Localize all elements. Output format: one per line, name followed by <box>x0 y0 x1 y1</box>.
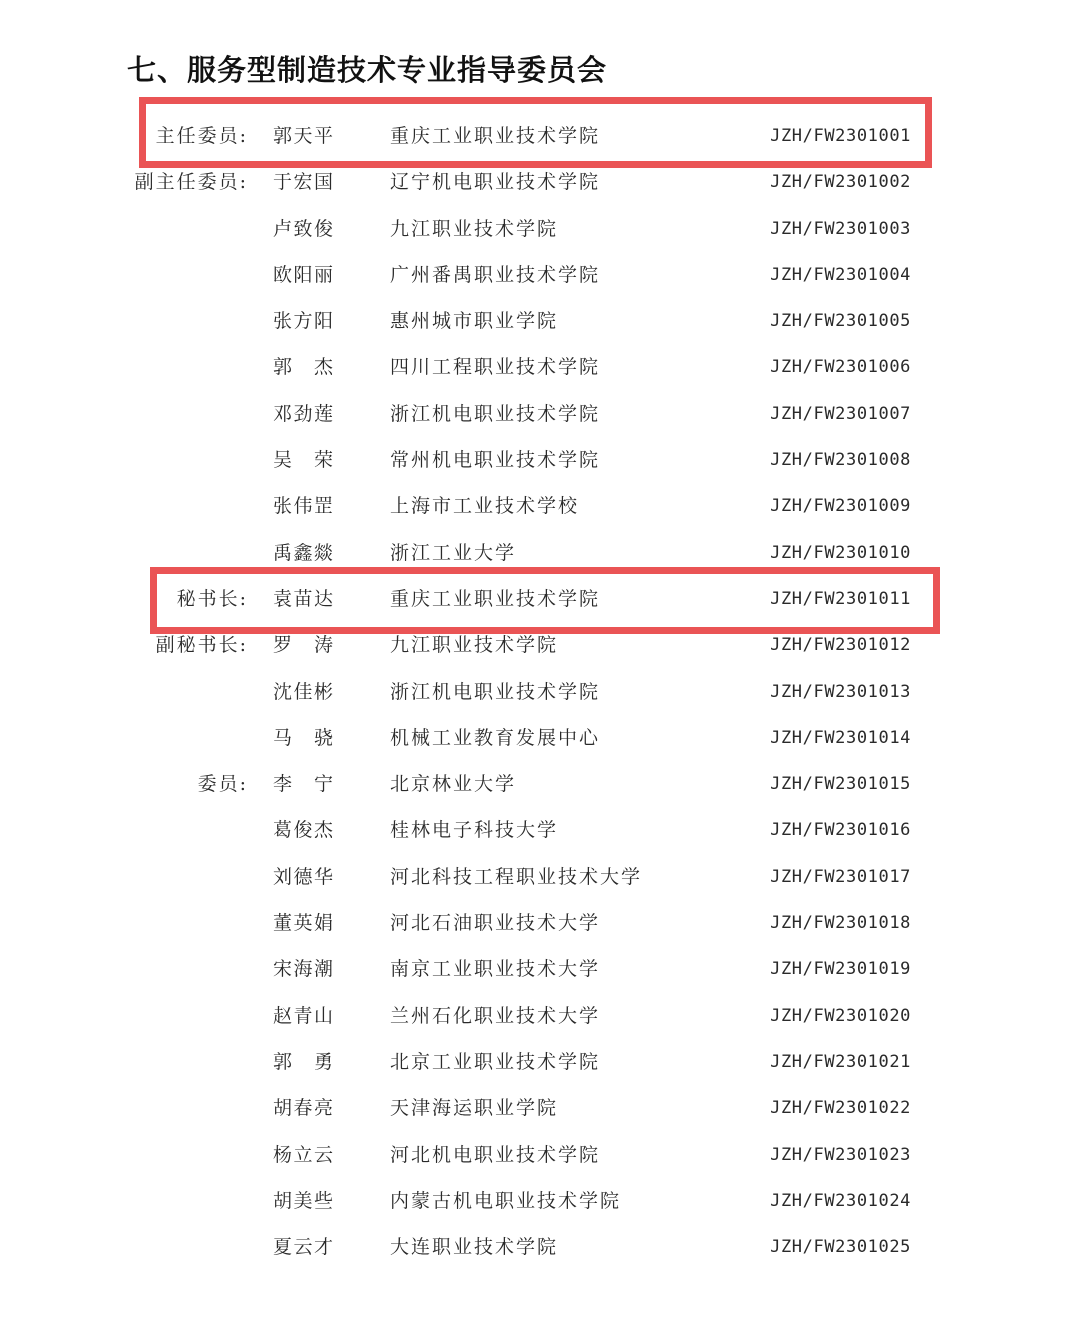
member-organization: 惠州城市职业学院 <box>390 310 559 333</box>
member-row <box>0 669 1071 715</box>
member-row <box>0 715 1071 761</box>
member-row <box>0 483 1071 529</box>
member-list <box>0 113 1071 1270</box>
member-row <box>0 761 1071 807</box>
member-name: 宋海潮 <box>273 958 333 981</box>
member-code: JZH/FW2301018 <box>770 913 911 934</box>
member-code: JZH/FW2301005 <box>770 311 911 332</box>
member-organization: 南京工业职业技术大学 <box>390 958 601 981</box>
member-organization: 广州番禺职业技术学院 <box>390 263 601 286</box>
page-title: 七、服务型制造技术专业指导委员会 <box>127 53 608 87</box>
member-organization: 辽宁机电职业技术学院 <box>390 171 601 194</box>
member-code: JZH/FW2301011 <box>770 588 911 609</box>
member-row <box>0 298 1071 344</box>
member-code: JZH/FW2301002 <box>770 172 911 193</box>
member-row <box>0 206 1071 252</box>
member-code: JZH/FW2301003 <box>770 218 911 239</box>
member-row <box>0 1039 1071 1085</box>
member-organization: 常州机电职业技术学院 <box>390 449 601 472</box>
member-organization: 天津海运职业学院 <box>390 1097 559 1120</box>
member-organization: 重庆工业职业技术学院 <box>390 125 601 147</box>
member-name: 胡美些 <box>273 1189 333 1212</box>
member-code: JZH/FW2301019 <box>770 959 911 980</box>
member-code: JZH/FW2301007 <box>770 403 911 424</box>
member-code: JZH/FW2301024 <box>770 1190 911 1211</box>
member-code: JZH/FW2301020 <box>770 1005 911 1026</box>
member-organization: 浙江机电职业技术学院 <box>390 402 601 425</box>
member-role: 主任委员: <box>155 125 248 147</box>
member-name: 郭天平 <box>273 125 333 147</box>
member-row <box>0 622 1071 668</box>
member-organization: 兰州石化职业技术大学 <box>390 1004 601 1027</box>
member-role: 委员: <box>197 773 248 796</box>
member-row <box>0 854 1071 900</box>
member-code: JZH/FW2301017 <box>770 866 911 887</box>
member-name: 赵青山 <box>273 1004 333 1027</box>
member-code: JZH/FW2301006 <box>770 357 911 378</box>
member-organization: 大连职业技术学院 <box>390 1236 559 1259</box>
member-code: JZH/FW2301012 <box>770 635 911 656</box>
member-name: 杨立云 <box>273 1143 333 1166</box>
member-name: 郭 勇 <box>273 1050 333 1073</box>
member-organization: 浙江工业大学 <box>390 541 517 564</box>
member-code: JZH/FW2301015 <box>770 774 911 795</box>
member-row <box>0 252 1071 298</box>
member-code: JZH/FW2301023 <box>770 1144 911 1165</box>
member-code: JZH/FW2301001 <box>770 126 911 146</box>
member-row <box>0 900 1071 946</box>
member-name: 沈佳彬 <box>273 680 333 703</box>
member-organization: 机械工业教育发展中心 <box>390 726 601 749</box>
member-code: JZH/FW2301008 <box>770 450 911 471</box>
member-row <box>0 113 1071 159</box>
member-organization: 九江职业技术学院 <box>390 634 559 657</box>
member-code: JZH/FW2301014 <box>770 727 911 748</box>
member-name: 欧阳丽 <box>273 263 333 286</box>
member-name: 罗 涛 <box>273 634 333 657</box>
member-name: 董英娟 <box>273 912 333 935</box>
member-role: 副秘书长: <box>155 634 248 657</box>
member-role: 秘书长: <box>176 587 248 610</box>
member-code: JZH/FW2301025 <box>770 1237 911 1258</box>
member-role: 副主任委员: <box>134 171 248 194</box>
member-code: JZH/FW2301010 <box>770 542 911 563</box>
member-row <box>0 437 1071 483</box>
member-organization: 桂林电子科技大学 <box>390 819 559 842</box>
member-code: JZH/FW2301009 <box>770 496 911 517</box>
member-name: 刘德华 <box>273 865 333 888</box>
member-organization: 内蒙古机电职业技术学院 <box>390 1189 622 1212</box>
member-organization: 河北科技工程职业技术大学 <box>390 865 643 888</box>
member-code: JZH/FW2301022 <box>770 1098 911 1119</box>
member-name: 胡春亮 <box>273 1097 333 1120</box>
member-row <box>0 1224 1071 1270</box>
member-organization: 上海市工业技术学校 <box>390 495 580 518</box>
member-row <box>0 1132 1071 1178</box>
member-organization: 九江职业技术学院 <box>390 217 559 240</box>
member-row <box>0 530 1071 576</box>
member-code: JZH/FW2301004 <box>770 264 911 285</box>
member-row <box>0 946 1071 992</box>
member-code: JZH/FW2301013 <box>770 681 911 702</box>
member-code: JZH/FW2301016 <box>770 820 911 841</box>
member-name: 郭 杰 <box>273 356 333 379</box>
member-organization: 北京工业职业技术学院 <box>390 1050 601 1073</box>
member-organization: 北京林业大学 <box>390 773 517 796</box>
member-row <box>0 1178 1071 1224</box>
member-name: 吴 荣 <box>273 449 333 472</box>
member-name: 袁苗达 <box>273 587 333 610</box>
member-row <box>0 807 1071 853</box>
member-name: 禹鑫燚 <box>273 541 333 564</box>
member-name: 夏云才 <box>273 1236 333 1259</box>
member-organization: 浙江机电职业技术学院 <box>390 680 601 703</box>
member-name: 邓劲莲 <box>273 402 333 425</box>
member-name: 卢致俊 <box>273 217 333 240</box>
member-organization: 重庆工业职业技术学院 <box>390 587 601 610</box>
member-row <box>0 1085 1071 1131</box>
member-name: 于宏国 <box>273 171 333 194</box>
member-name: 张伟罡 <box>273 495 333 518</box>
member-name: 葛俊杰 <box>273 819 333 842</box>
member-row <box>0 344 1071 390</box>
member-name: 张方阳 <box>273 310 333 333</box>
member-row <box>0 159 1071 205</box>
member-organization: 河北机电职业技术学院 <box>390 1143 601 1166</box>
member-name: 李 宁 <box>273 773 333 796</box>
member-code: JZH/FW2301021 <box>770 1051 911 1072</box>
member-row <box>0 993 1071 1039</box>
member-row <box>0 391 1071 437</box>
member-name: 马 骁 <box>273 726 333 749</box>
member-organization: 四川工程职业技术学院 <box>390 356 601 379</box>
member-organization: 河北石油职业技术大学 <box>390 912 601 935</box>
member-row <box>0 576 1071 622</box>
